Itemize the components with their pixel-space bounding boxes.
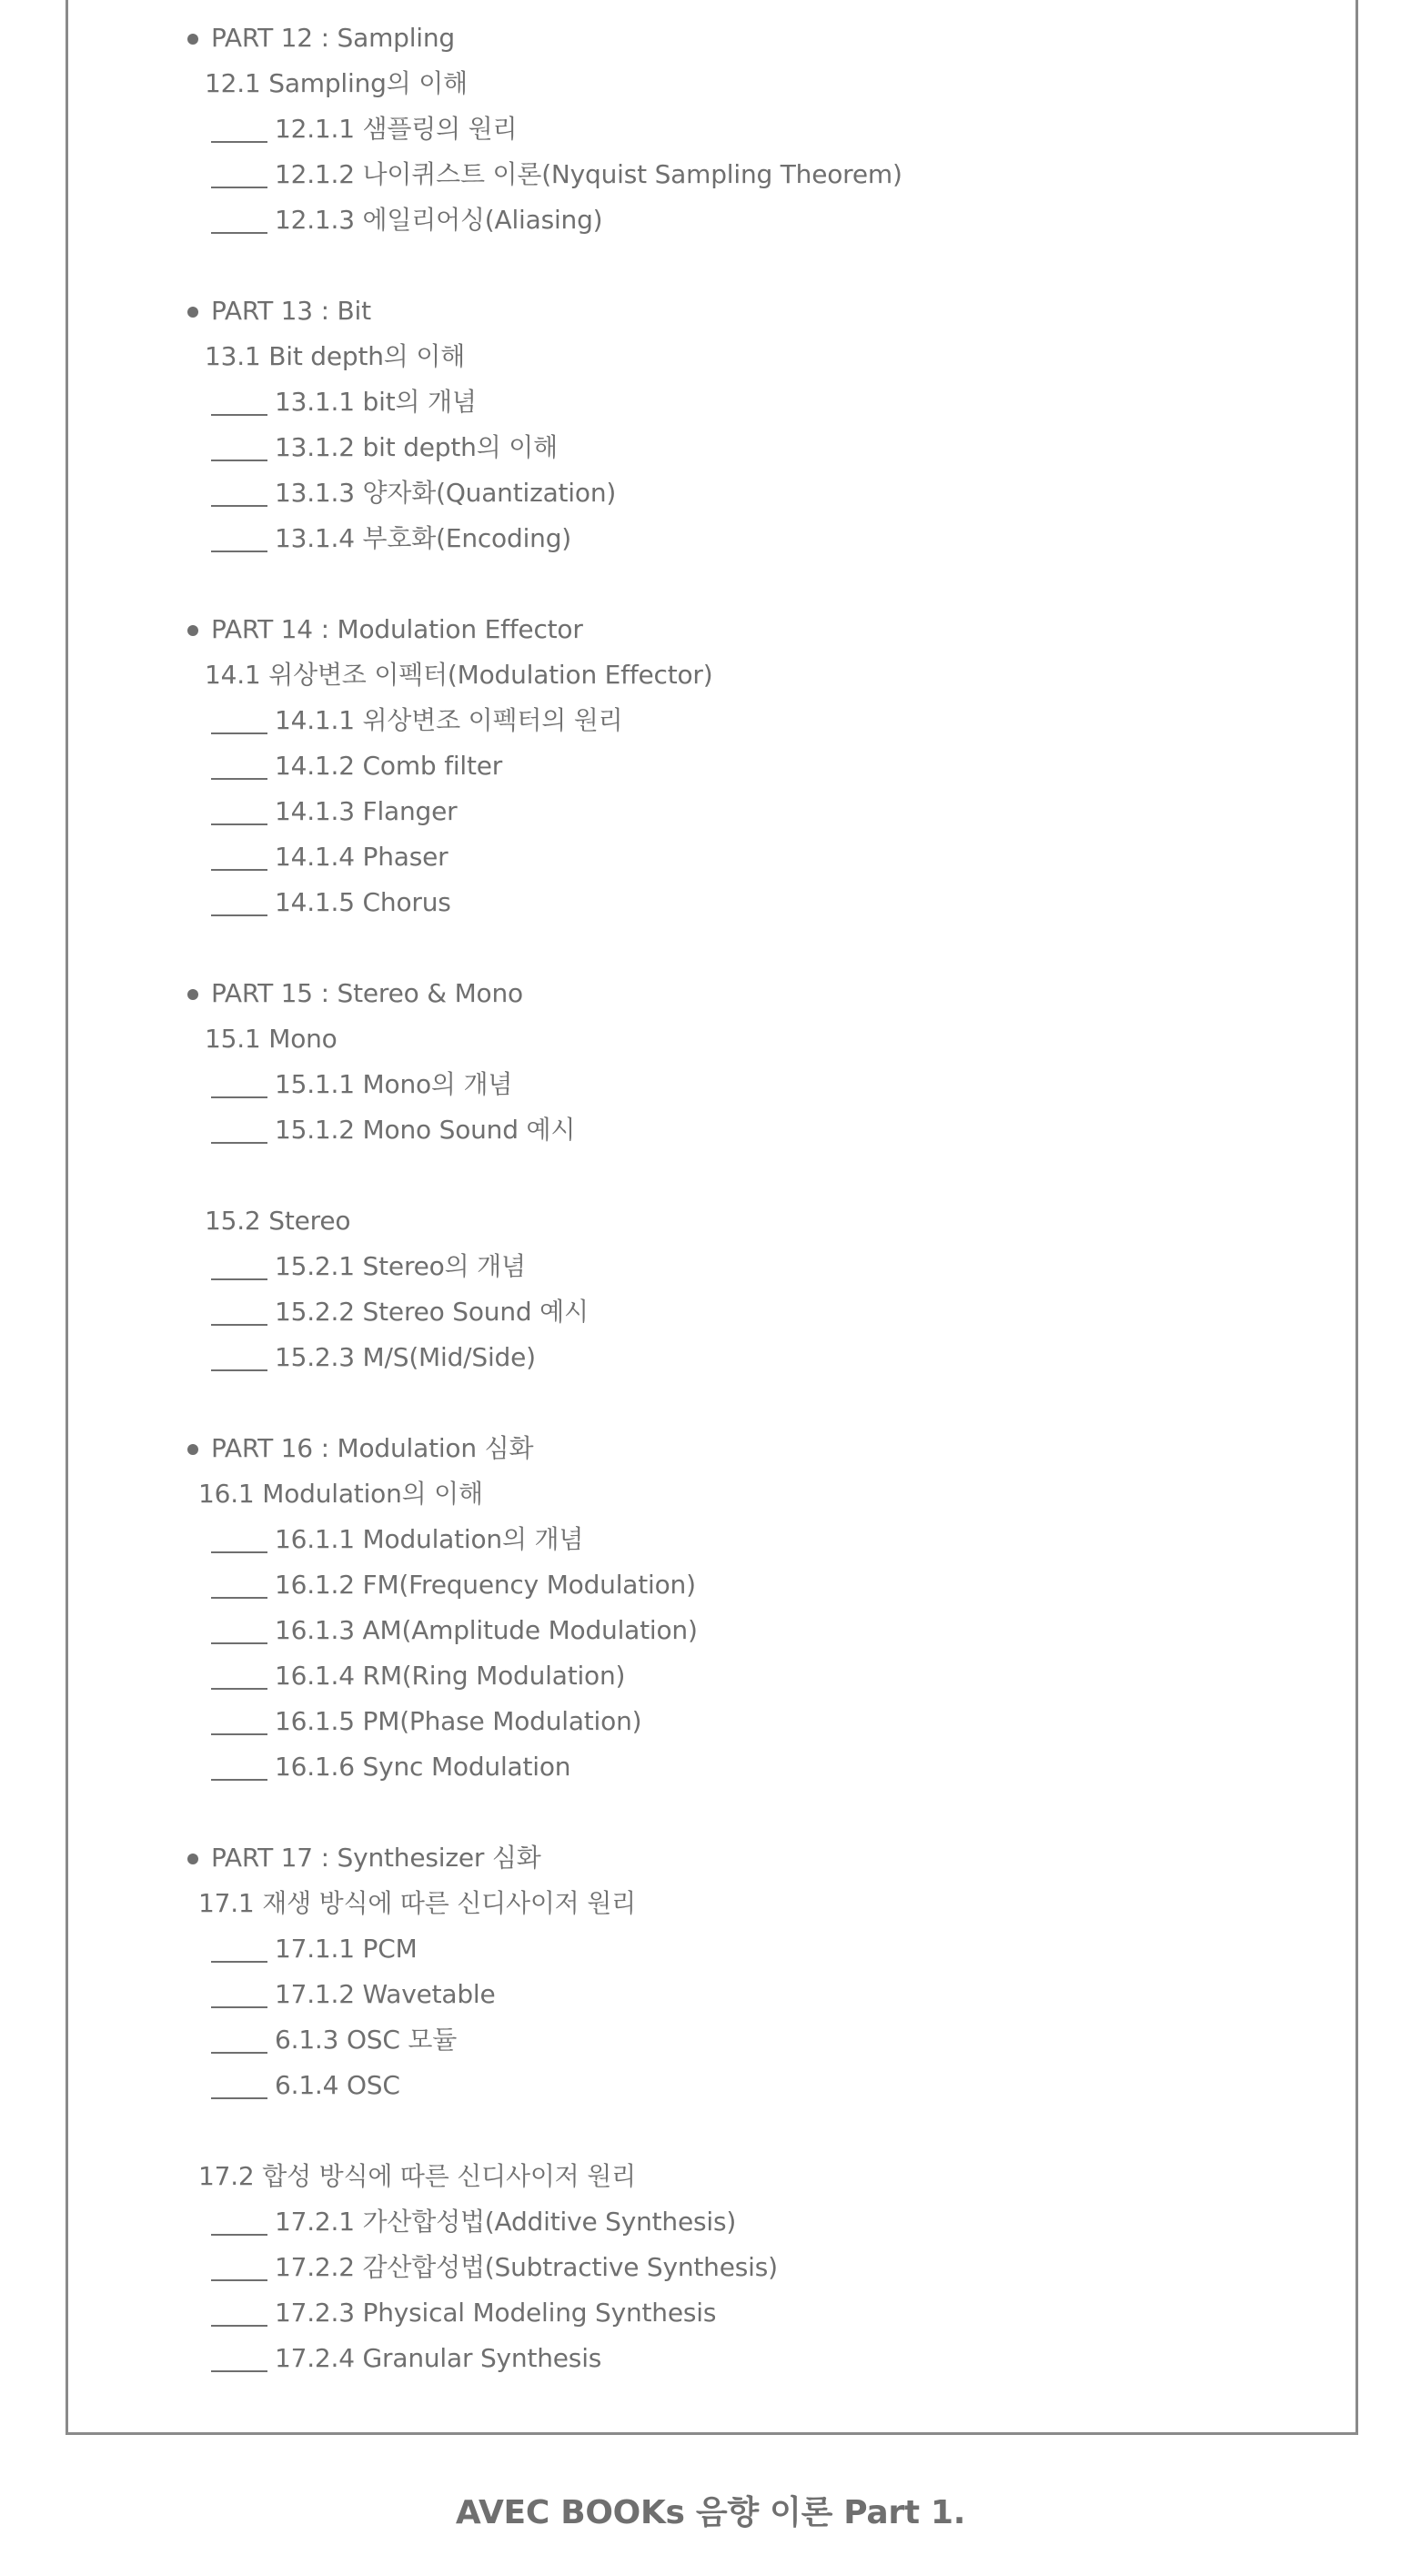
toc-item bbox=[211, 1339, 536, 1376]
indent-rule bbox=[211, 1961, 267, 1963]
toc-item bbox=[211, 1749, 570, 1785]
indent-rule bbox=[211, 1642, 267, 1644]
page-footer: AVEC BOOKs 음향 이론 Part 1. bbox=[455, 2494, 966, 2531]
section-heading bbox=[205, 338, 465, 375]
toc-item bbox=[211, 1066, 512, 1103]
part-heading bbox=[211, 1430, 533, 1467]
toc-item-label: 14.1.4 Phaser bbox=[275, 842, 448, 872]
bullet-icon bbox=[187, 1444, 198, 1455]
toc-item-label: 12.1.2 나이퀴스트 이론(Nyquist Sampling Theorem) bbox=[275, 159, 902, 189]
toc-item bbox=[211, 1521, 583, 1558]
indent-rule bbox=[211, 2097, 267, 2099]
toc-item bbox=[211, 1112, 575, 1148]
toc-item bbox=[211, 2067, 400, 2104]
toc-item bbox=[211, 2204, 736, 2240]
toc-item-label: 17.2.4 Granular Synthesis bbox=[275, 2343, 602, 2373]
toc-item-label: 17.2.1 가산합성법(Additive Synthesis) bbox=[275, 2207, 737, 2237]
section-heading-label: 14.1 위상변조 이펙터(Modulation Effector) bbox=[205, 660, 713, 690]
section-heading bbox=[198, 1476, 483, 1512]
section-heading bbox=[205, 657, 712, 693]
toc-item bbox=[211, 1658, 625, 1694]
indent-rule bbox=[211, 2234, 267, 2236]
indent-rule bbox=[211, 505, 267, 507]
toc-item bbox=[211, 1567, 696, 1603]
indent-rule bbox=[211, 1733, 267, 1735]
toc-item bbox=[211, 475, 616, 511]
toc-item-label: 16.1.1 Modulation의 개념 bbox=[275, 1524, 584, 1554]
toc-item-label: 15.2.3 M/S(Mid/Side) bbox=[275, 1342, 536, 1372]
part-heading bbox=[211, 611, 583, 648]
part-heading bbox=[211, 1840, 541, 1876]
toc-item bbox=[211, 157, 902, 193]
indent-rule bbox=[211, 141, 267, 143]
toc-item-label: 13.1.2 bit depth의 이해 bbox=[275, 432, 558, 462]
indent-rule bbox=[211, 1369, 267, 1371]
indent-rule bbox=[211, 1142, 267, 1144]
part-heading-label: PART 12 : Sampling bbox=[211, 23, 455, 53]
part-heading-label: PART 15 : Stereo & Mono bbox=[211, 978, 523, 1008]
toc-item bbox=[211, 1294, 589, 1330]
toc-item bbox=[211, 429, 558, 466]
bullet-icon bbox=[187, 1854, 198, 1864]
indent-rule bbox=[211, 869, 267, 871]
section-heading bbox=[205, 1021, 338, 1057]
indent-rule bbox=[211, 1324, 267, 1326]
toc-item-label: 12.1.1 샘플링의 원리 bbox=[275, 114, 518, 144]
toc-item-label: 14.1.2 Comb filter bbox=[275, 751, 503, 781]
part-heading bbox=[211, 293, 371, 329]
part-heading-label: PART 17 : Synthesizer 심화 bbox=[211, 1843, 541, 1873]
toc-item-label: 6.1.4 OSC bbox=[275, 2070, 400, 2100]
indent-rule bbox=[211, 1779, 267, 1781]
toc-item-label: 13.1.1 bit의 개념 bbox=[275, 387, 477, 417]
section-heading-label: 13.1 Bit depth의 이해 bbox=[205, 341, 466, 371]
section-heading-label: 12.1 Sampling의 이해 bbox=[205, 68, 468, 98]
indent-rule bbox=[211, 2370, 267, 2372]
toc-item bbox=[211, 2022, 457, 2058]
toc-item-label: 17.1.1 PCM bbox=[275, 1934, 418, 1964]
part-heading-label: PART 16 : Modulation 심화 bbox=[211, 1433, 534, 1463]
indent-rule bbox=[211, 460, 267, 461]
toc-item-label: 14.1.1 위상변조 이펙터의 원리 bbox=[275, 705, 623, 735]
toc-item bbox=[211, 1248, 526, 1285]
toc-item-label: 6.1.3 OSC 모듈 bbox=[275, 2025, 458, 2055]
toc-item bbox=[211, 384, 477, 420]
toc-item bbox=[211, 1931, 418, 1967]
indent-rule bbox=[211, 2325, 267, 2327]
section-heading bbox=[198, 2158, 636, 2195]
part-heading bbox=[211, 975, 523, 1012]
toc-item-label: 16.1.2 FM(Frequency Modulation) bbox=[275, 1570, 696, 1600]
indent-rule bbox=[211, 2006, 267, 2008]
toc-item-label: 15.2.2 Stereo Sound 예시 bbox=[275, 1297, 589, 1327]
indent-rule bbox=[211, 823, 267, 825]
indent-rule bbox=[211, 2279, 267, 2281]
indent-rule bbox=[211, 414, 267, 416]
section-heading bbox=[205, 1203, 350, 1239]
toc-item-label: 17.2.2 감산합성법(Subtractive Synthesis) bbox=[275, 2252, 778, 2282]
bullet-icon bbox=[187, 307, 198, 318]
toc-item-label: 17.1.2 Wavetable bbox=[275, 1979, 496, 2009]
toc-item bbox=[211, 839, 448, 875]
section-heading bbox=[198, 1885, 636, 1922]
indent-rule bbox=[211, 1597, 267, 1599]
toc-item bbox=[211, 748, 502, 784]
section-heading-label: 15.1 Mono bbox=[205, 1024, 338, 1054]
section-heading bbox=[205, 66, 468, 102]
indent-rule bbox=[211, 2052, 267, 2054]
toc-item-label: 16.1.3 AM(Amplitude Modulation) bbox=[275, 1615, 698, 1645]
indent-rule bbox=[211, 732, 267, 734]
toc-item-label: 15.1.2 Mono Sound 예시 bbox=[275, 1115, 576, 1145]
toc-item bbox=[211, 702, 622, 739]
table-of-contents bbox=[68, 0, 1361, 2435]
part-heading-label: PART 13 : Bit bbox=[211, 296, 371, 326]
toc-item-label: 12.1.3 에일리어싱(Aliasing) bbox=[275, 205, 603, 235]
toc-item-label: 13.1.4 부호화(Encoding) bbox=[275, 523, 571, 553]
indent-rule bbox=[211, 1096, 267, 1098]
toc-item bbox=[211, 2340, 601, 2377]
toc-item bbox=[211, 1612, 698, 1649]
indent-rule bbox=[211, 232, 267, 234]
toc-item-label: 14.1.3 Flanger bbox=[275, 796, 458, 826]
toc-item bbox=[211, 2249, 778, 2286]
section-heading-label: 17.2 합성 방식에 따른 신디사이저 원리 bbox=[198, 2161, 636, 2191]
indent-rule bbox=[211, 1551, 267, 1553]
toc-item-label: 16.1.6 Sync Modulation bbox=[275, 1752, 571, 1782]
indent-rule bbox=[211, 778, 267, 780]
bullet-icon bbox=[187, 625, 198, 636]
toc-item-label: 16.1.5 PM(Phase Modulation) bbox=[275, 1706, 642, 1736]
indent-rule bbox=[211, 187, 267, 188]
toc-item bbox=[211, 202, 602, 238]
toc-item-label: 17.2.3 Physical Modeling Synthesis bbox=[275, 2298, 717, 2328]
toc-item bbox=[211, 793, 457, 830]
toc-item-label: 16.1.4 RM(Ring Modulation) bbox=[275, 1661, 626, 1691]
toc-item-label: 15.1.1 Mono의 개념 bbox=[275, 1069, 513, 1099]
toc-item-label: 14.1.5 Chorus bbox=[275, 887, 451, 917]
toc-item bbox=[211, 111, 517, 147]
indent-rule bbox=[211, 1278, 267, 1280]
toc-item bbox=[211, 1703, 641, 1740]
indent-rule bbox=[211, 1688, 267, 1690]
toc-item-label: 15.2.1 Stereo의 개념 bbox=[275, 1251, 526, 1281]
section-heading-label: 16.1 Modulation의 이해 bbox=[198, 1479, 483, 1509]
section-heading-label: 15.2 Stereo bbox=[205, 1206, 351, 1236]
toc-item bbox=[211, 1976, 496, 2013]
indent-rule bbox=[211, 914, 267, 916]
content-frame bbox=[66, 0, 1358, 2435]
toc-item bbox=[211, 884, 451, 921]
toc-item bbox=[211, 2295, 716, 2331]
bullet-icon bbox=[187, 34, 198, 45]
section-heading-label: 17.1 재생 방식에 따른 신디사이저 원리 bbox=[198, 1888, 636, 1918]
bullet-icon bbox=[187, 989, 198, 1000]
toc-item-label: 13.1.3 양자화(Quantization) bbox=[275, 478, 617, 508]
part-heading-label: PART 14 : Modulation Effector bbox=[211, 614, 583, 644]
toc-item bbox=[211, 520, 571, 557]
indent-rule bbox=[211, 551, 267, 552]
part-heading bbox=[211, 20, 455, 56]
